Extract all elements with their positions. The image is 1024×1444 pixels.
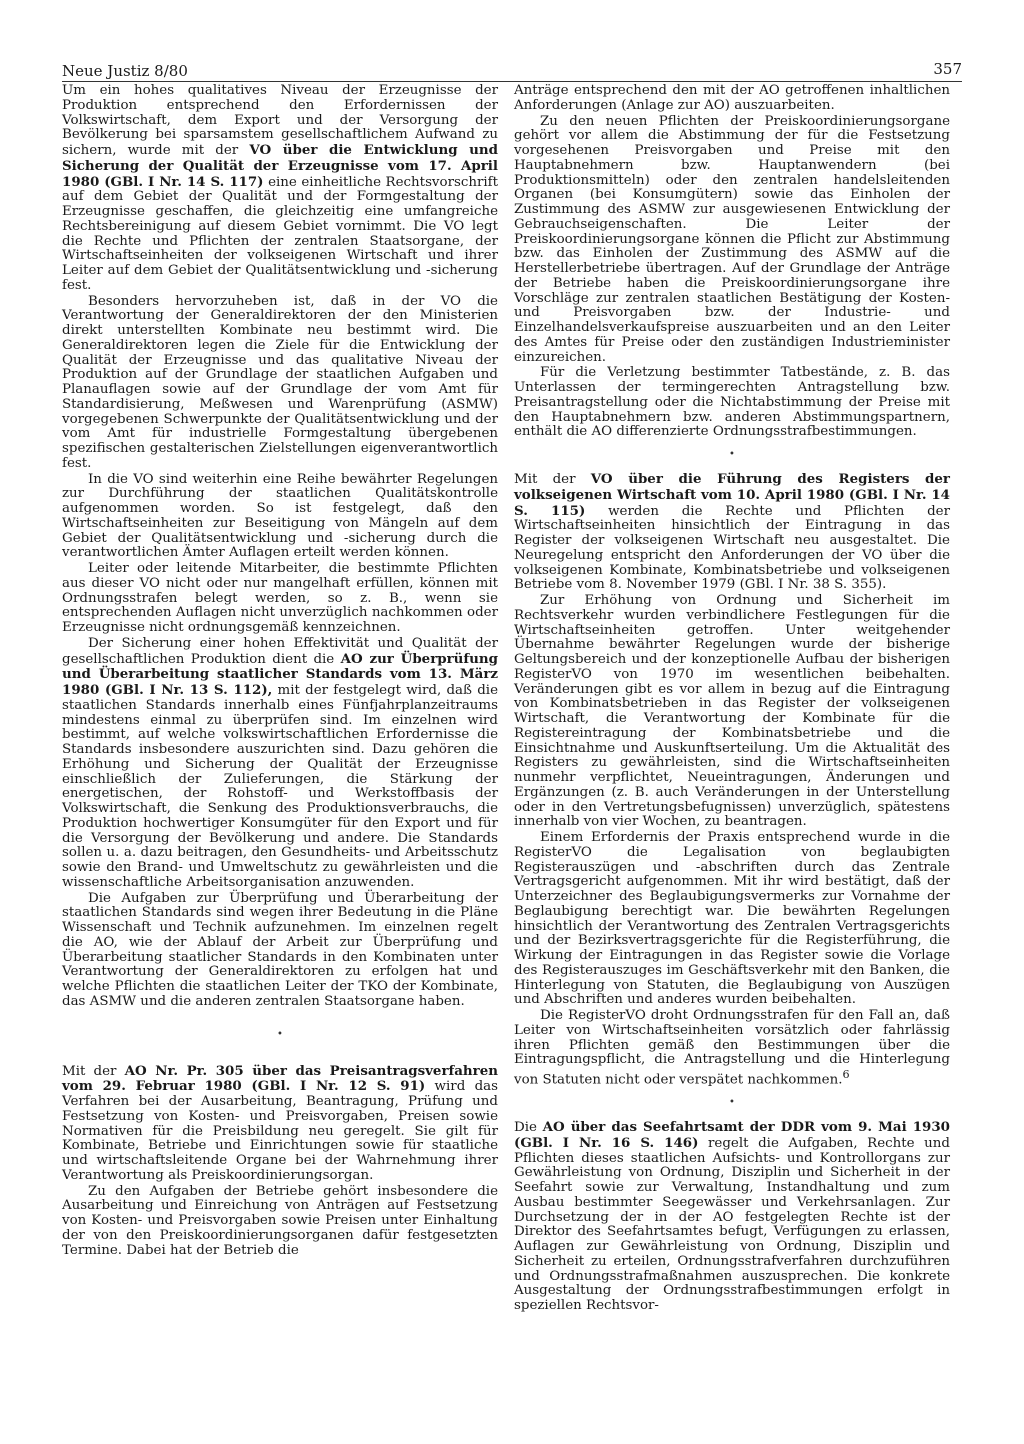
page-number: 357: [933, 60, 962, 78]
paragraph: Für die Verletzung bestimmter Tatbestände, z. B. das Unterlassen der termingerechten Antragstellung bzw. Preisantragstellung oder die Nichtabstimmung der Preise mit den Hauptabnehmern bzw. anderen Abstimmungspartnern, enthält die AO differenzierte Ordnungsstrafbestimmungen.: [514, 365, 950, 440]
header-rule: [62, 81, 962, 82]
paragraph: Der Sicherung einer hohen Effektivität und Qualität der gesellschaftlichen Produktion dient die AO zur Überprüfung und Überarbeitung staatlicher Standards vom 13. März 1980 (GBl. I Nr. 13 S. 112), mit der festgelegt wird, daß die staatlichen Standards innerhalb eines Fünfjahrplanzeitraums mindestens einmal zu überprüfen sind. Im einzelnen wird bestimmt, auf welche volkswirtschaftlichen Erfordernisse die Standards insbesondere auszurichten sind. Dazu gehören die Erhöhung und Sicherung der Qualität der Erzeugnisse einschließlich der Zulieferungen, die Stärkung der energetischen, der Rohstoff- und Werkstoffbasis der Volkswirtschaft, die Senkung des Produktionsverbrauchs, die Produktion hochwertiger Konsumgüter für den Export und für die Versorgung der Bevölkerung und andere. Die Standards sollen u. a. dazu beitragen, den Gesundheits- und Arbeitsschutz sowie den Brand- und Umweltschutz zu gewährleisten und die wissenschaftliche Arbeitsorganisation anzuwenden.: [62, 635, 499, 890]
legal-citation: VO über die Führung des Registers der volkseigenen Wirtschaft vom 10. April 1980 (GBl. I Nr. 14 S. 115): [514, 471, 950, 519]
paragraph: Die RegisterVO droht Ordnungsstrafen für den Fall an, daß Leiter von Wirtschaftseinheiten vorsätzlich oder fahrlässig ihren Pflichten gemäß den Bestimmungen über die Eintragungspflicht, die Antragstellung und die Hinterlegung von Statuten nicht oder verspätet nachkommen.$^6$: [514, 1008, 950, 1088]
paragraph: Besonders hervorzuheben ist, daß in der VO die Verantwortung der Generaldirektoren der den Ministerien direkt unterstellten Kombinate neu bestimmt wird. Die Generaldirektoren legen die Ziele für die Entwicklung der Qualität der Erzeugnisse und das qualitative Niveau der Produktion auf der Grundlage der staatlichen Aufgaben und Planauflagen sowie auf der Grundlage der vom Amt für Standardisierung, Meßwesen und Warenprüfung (ASMW) vorgegebenen Schwerpunkte der Qualitätsentwicklung und der vom Amt für industrielle Formgestaltung übergebenen spezifischen gestalterischen Zielstellungen eigenverantwortlich fest.: [62, 293, 498, 471]
paragraph: In die VO sind weiterhin eine Reihe bewährter Regelungen zur Durchführung der staatlichen Qualitätskontrolle aufgenommen worden. So ist festgelegt, daß den Wirtschaftseinheiten zur Beseitigung von Mängeln auf dem Gebiet der Qualitätsentwicklung und -sicherung durch die verantwortlichen Ämter Auflagen erteilt werden können.: [62, 471, 498, 561]
right-column: [514, 84, 950, 1315]
legal-citation: AO zur Überprüfung und Überarbeitung staatlicher Standards vom 13. März 1980 (GBl. I Nr. 13 S. 112),: [62, 650, 499, 698]
page-header: [62, 56, 962, 80]
paragraph: Mit der AO Nr. Pr. 305 über das Preisantragsverfahren vom 29. Februar 1980 (GBl. I Nr. 12 S. 91) wird das Verfahren bei der Ausarbeitung, Beantragung, Prüfung und Festsetzung von Kosten- und Preisvorgaben, Preisen sowie Normativen für die Preisbildung neu geregelt. Sie gilt für Kombinate, Betriebe und Einrichtungen sowie für staatliche und wirtschaftsleitende Organe bei der Wahrnehmung ihrer Verantwortung als Preiskoordinierungsorgan.: [62, 1062, 498, 1183]
paragraph: Anträge entsprechend den mit der AO getroffenen inhaltlichen Anforderungen (Anlage zur AO) auszuarbeiten.: [514, 83, 950, 113]
legal-citation: AO über das Seefahrtsamt der DDR vom 9. Mai 1930 (GBl. I Nr. 16 S. 146): [514, 1119, 950, 1151]
paragraph: Zu den Aufgaben der Betriebe gehört insbesondere die Ausarbeitung und Einreichung von Anträgen auf Festsetzung von Kosten- und Preisvorgaben sowie Preisen unter Einhaltung der von den Preiskoordinierungsorganen dafür festgesetzten Termine. Dabei hat der Betrieb die: [62, 1183, 498, 1258]
footnote-marker: 6: [842, 1068, 850, 1081]
section-separator: •: [277, 1028, 283, 1040]
paragraph: Um ein hohes qualitatives Niveau der Erzeugnisse der Produktion entsprechend den Erfordernissen der Volkswirtschaft, dem Export und der Versorgung der Bevölkerung bei sparsamstem gesellschaftlichem Aufwand zu sichern, wurde mit der VO über die Entwicklung und Sicherung der Qualität der Erzeugnisse vom 17. April 1980 (GBl. I Nr. 14 S. 117) eine einheitliche Rechtsvorschrift auf dem Gebiet der Qualität und der Formgestaltung der Erzeugnisse geschaffen, die gleichzeitig eine umfangreiche Rechtsbereinigung auf diesem Gebiet vornimmt. Die VO legt die Rechte und Pflichten der zentralen Staatsorgane, der Wirtschaftseinheiten der volkseigenen Wirtschaft und ihrer Leiter auf dem Gebiet der Qualitätsentwicklung und -sicherung fest.: [62, 83, 498, 293]
paragraph: Die Aufgaben zur Überprüfung und Überarbeitung der staatlichen Standards sind wegen ihrer Bedeutung in die Pläne Wissenschaft und Technik aufzunehmen. Im einzelnen regelt die AO, wie der Ablauf der Arbeit zur Überprüfung und Überarbeitung staatlicher Standards in den Kombinaten unter Verantwortung der Generaldirektoren zu erfolgen hat und welche Pflichten die staatlichen Leiter der TKO der Kombinate, das ASMW und die anderen zentralen Staatsorgane haben.: [62, 890, 498, 1009]
paragraph: Mit der VO über die Führung des Registers der volkseigenen Wirtschaft vom 10. April 1980 (GBl. I Nr. 14 S. 115) werden die Rechte und Pflichten der Wirtschaftseinheiten hinsichtlich der Eintragung in das Register der volkseigenen Wirtschaft neu ausgestaltet. Die Neuregelung entspricht den Anforderungen der VO über die volkseigenen Kombinate, Kombinatsbetriebe und volkseigenen Betriebe vom 8. November 1979 (GBl. I Nr. 38 S. 355).: [514, 471, 950, 593]
paragraph: Die AO über das Seefahrtsamt der DDR vom 9. Mai 1930 (GBl. I Nr. 16 S. 146) regelt die Aufgaben, Rechte und Pflichten dieses staatlichen Aufsichts- und Kontrollorgans zur Gewährleistung von Ordnung, Disziplin und Sicherheit in der Seefahrt sowie zur Verwaltung, Instandhaltung und zum Ausbau bestimmter Seegewässer und Verkehrsanlagen. Zur Durchsetzung der in der AO festgelegten Rechte ist der Direktor des Seefahrtsamtes befugt, Verfügungen zu erlassen, Auflagen zur Gewährleistung von Ordnung, Disziplin und Sicherheit zu erteilen, Ordnungsstrafverfahren durchzuführen und Ordnungsstrafmaßnahmen auszusprechen. Die konkrete Ausgestaltung der Ordnungsstrafbestimmungen erfolgt in speziellen Rechtsvor-: [514, 1119, 950, 1314]
paragraph: Einem Erfordernis der Praxis entsprechend wurde in die RegisterVO die Legalisation von beglaubigten Registerauszügen und -abschriften durch das Zentrale Vertragsgericht aufgenommen. Mit ihr wird bestätigt, daß der Unterzeichner des Beglaubigungsvermerks zur Vornahme der Beglaubigung berechtigt war. Die bewährten Regelungen hinsichtlich der Verantwortung des Zentralen Vertragsgerichts und der Bezirksvertragsgerichte für die Registerführung, die Wirkung der Eintragungen in das Register sowie die Vorlage des Registerauszuges im Geschäftsverkehr mit den Banken, die Hinterlegung von Statuten, die Beglaubigung von Auszügen und Abschriften und anderes wurden beibehalten.: [514, 830, 950, 1008]
section-separator: •: [729, 1097, 735, 1109]
section-separator: •: [729, 449, 735, 460]
left-column: [62, 84, 498, 1259]
paragraph: Zu den neuen Pflichten der Preiskoordinierungsorgane gehört vor allem die Abstimmung der für die Festsetzung vorgesehenen Preisvorgaben und Preise mit den Hauptabnehmern bzw. Hauptanwendern (bei Produktionsmitteln) oder den zentralen handelsleitenden Organen (bei Konsumgütern) sowie das Einholen der Zustimmung des ASMW zur ausgewiesenen Entwicklung der Gebrauchseigenschaften. Die Leiter der Preiskoordinierungsorgane können die Pflicht zur Abstimmung bzw. das Einholen der Zustimmung des ASMW auf die Herstellerbetriebe übertragen. Auf der Grundlage der Anträge der Betriebe haben die Preiskoordinierungsorgane ihre Vorschläge zur zentralen staatlichen Bestätigung der Kosten- und Preisvorgaben bzw. der Industrie- und Einzelhandelsverkaufspreise auszuarbeiten und an den Leiter des Amtes für Preise oder den zuständigen Industrieminister einzureichen.: [514, 113, 950, 365]
paragraph: Leiter oder leitende Mitarbeiter, die bestimmte Pflichten aus dieser VO nicht oder nur mangelhaft erfüllen, können mit Ordnungsstrafen belegt werden, so z. B., wenn sie entsprechenden Auflagen nicht unverzüglich nachkommen oder Erzeugnisse nicht ordnungsgemäß kennzeichnen.: [62, 561, 498, 635]
journal-issue: Neue Justiz 8/80: [62, 62, 188, 80]
paragraph: Zur Erhöhung von Ordnung und Sicherheit im Rechtsverkehr wurden verbindlichere Festlegungen für die Wirtschaftseinheiten getroffen. Unter weitgehender Übernahme bewährter Regelungen wurde der bisherige Geltungsbereich und der konzeptionelle Aufbau der bisherigen RegisterVO von 1970 im wesentlichen beibehalten. Veränderungen gibt es vor allem in bezug auf die Eintragung von Kombinatsbetrieben in das Register der volkseigenen Wirtschaft, die Verantwortung der Kombinate für die Registereintragung der Kombinatsbetriebe und die Einsichtnahme und Auskunftserteilung. Um die Aktualität des Registers zu gewährleisten, sind die Wirtschaftseinheiten nunmehr verpflichtet, Neueintragungen, Änderungen und Ergänzungen (z. B. auch Veränderungen in der Unterstellung oder in den Vertretungsbefugnissen) unverzüglich, spätestens innerhalb von vier Wochen, zu beantragen.: [514, 593, 950, 830]
legal-citation: AO Nr. Pr. 305 über das Preisantragsverfahren vom 29. Februar 1980 (GBl. I Nr. 12 S. 91): [62, 1062, 498, 1095]
legal-citation: VO über die Entwicklung und Sicherung der Qualität der Erzeugnisse vom 17. April 1980 (GBl. I Nr. 14 S. 117): [62, 142, 498, 190]
